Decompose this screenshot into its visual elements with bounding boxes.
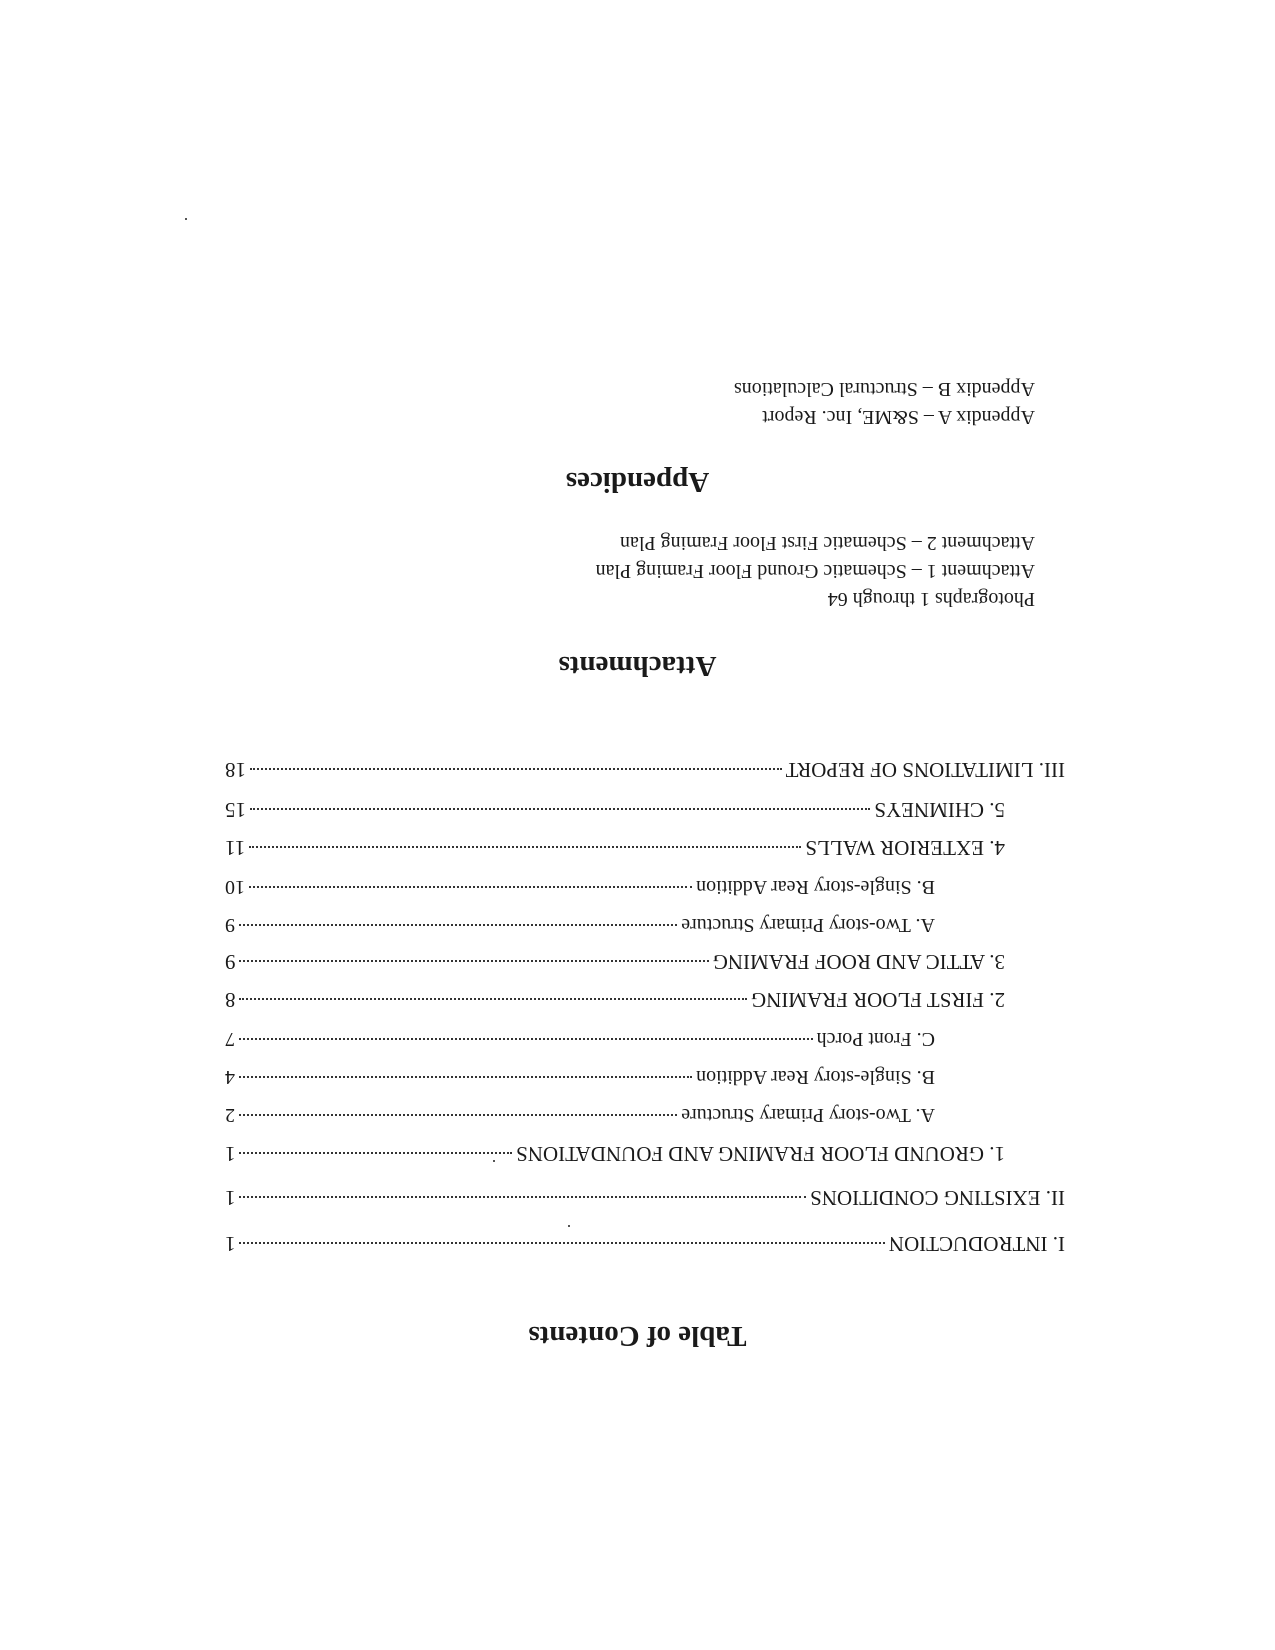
toc-entry-title: A. Two-story Primary Structure: [681, 914, 935, 936]
toc-entry-title: 3. ATTIC AND ROOF FRAMING: [712, 950, 1005, 974]
toc-entry-leader: [249, 846, 801, 848]
appendix-item: Appendix B – Structural Calculations: [733, 378, 1035, 400]
toc-entry: [225, 982, 1005, 1012]
toc-entry-title: B. Single-story Rear Addition: [696, 876, 935, 898]
toc-entry-title: 1. GROUND FLOOR FRAMING AND FOUNDATIONS: [516, 1142, 1005, 1166]
toc-entry-leader: [239, 924, 677, 926]
toc-entry-title: III. LIMITATIONS OF REPORT: [785, 758, 1065, 782]
scan-speck: [185, 218, 187, 220]
toc-entry-page: 1: [225, 1232, 236, 1256]
toc-entry-title: 2. FIRST FLOOR FRAMING: [751, 988, 1005, 1012]
toc-entry: [225, 1058, 935, 1088]
toc-entry-leader: [239, 1038, 813, 1040]
toc-entry-page: 4: [225, 1066, 235, 1088]
toc-entry-page: 9: [225, 914, 235, 936]
toc-entry-leader: [250, 808, 870, 810]
toc-entry-page: 1: [225, 1142, 236, 1166]
toc-entry: [225, 830, 1005, 860]
toc-entry-leader: [250, 768, 782, 770]
toc-entry: [225, 1020, 935, 1050]
toc-entry: [225, 752, 1065, 782]
toc-entry-title: C. Front Porch: [816, 1028, 935, 1050]
toc-entry-leader: [240, 1242, 885, 1244]
attachment-item: Attachment 2 – Schematic First Floor Framing Plan: [620, 532, 1035, 554]
toc-entry-leader: [239, 1076, 692, 1078]
toc-entry-title: 5. CHIMNEYS: [874, 798, 1005, 822]
toc-heading: Table of Contents: [528, 1320, 747, 1352]
toc-entry-leader: [240, 1196, 807, 1198]
toc-entry-page: 11: [225, 836, 246, 860]
toc-entry-page: 10: [225, 876, 245, 898]
toc-entry-page: 7: [225, 1028, 235, 1050]
appendices-heading: Appendices: [565, 466, 710, 498]
toc-entry-page: 9: [225, 950, 236, 974]
toc-entry-title: 4. EXTERIOR WALLS: [805, 836, 1005, 860]
attachment-item: Photographs 1 through 64: [827, 588, 1035, 610]
toc-entry: [225, 1136, 1005, 1166]
toc-entry-leader: [239, 1114, 677, 1116]
toc-entry-leader: [240, 960, 709, 962]
toc-entry-title: B. Single-story Rear Addition: [696, 1066, 935, 1088]
appendix-item: Appendix A – S&ME, Inc. Report: [762, 406, 1035, 428]
toc-entry: [225, 944, 1005, 974]
toc-entry-leader: [240, 1152, 513, 1154]
attachment-item: Attachment 1 – Schematic Ground Floor Framing Plan: [595, 560, 1035, 582]
toc-entry-page: 2: [225, 1104, 235, 1126]
scan-speck: [568, 1225, 570, 1227]
toc-entry: [225, 792, 1005, 822]
toc-entry: [225, 1180, 1065, 1210]
attachments-heading: Attachments: [558, 650, 717, 682]
toc-entry-page: 15: [225, 798, 246, 822]
toc-entry-title: II. EXISTING CONDITIONS: [810, 1186, 1065, 1210]
toc-entry-leader: [240, 998, 748, 1000]
toc-entry-title: I. INTRODUCTION: [888, 1232, 1065, 1256]
toc-entry-page: 8: [225, 988, 236, 1012]
toc-entry-leader: [249, 886, 692, 888]
toc-entry: [225, 906, 935, 936]
toc-entry: [225, 1096, 935, 1126]
scan-speck: [493, 1160, 495, 1162]
toc-entry-page: 1: [225, 1186, 236, 1210]
toc-entry-page: 18: [225, 758, 246, 782]
toc-entry-title: A. Two-story Primary Structure: [681, 1104, 935, 1126]
toc-entry: [225, 1226, 1065, 1256]
toc-entry: [225, 868, 935, 898]
